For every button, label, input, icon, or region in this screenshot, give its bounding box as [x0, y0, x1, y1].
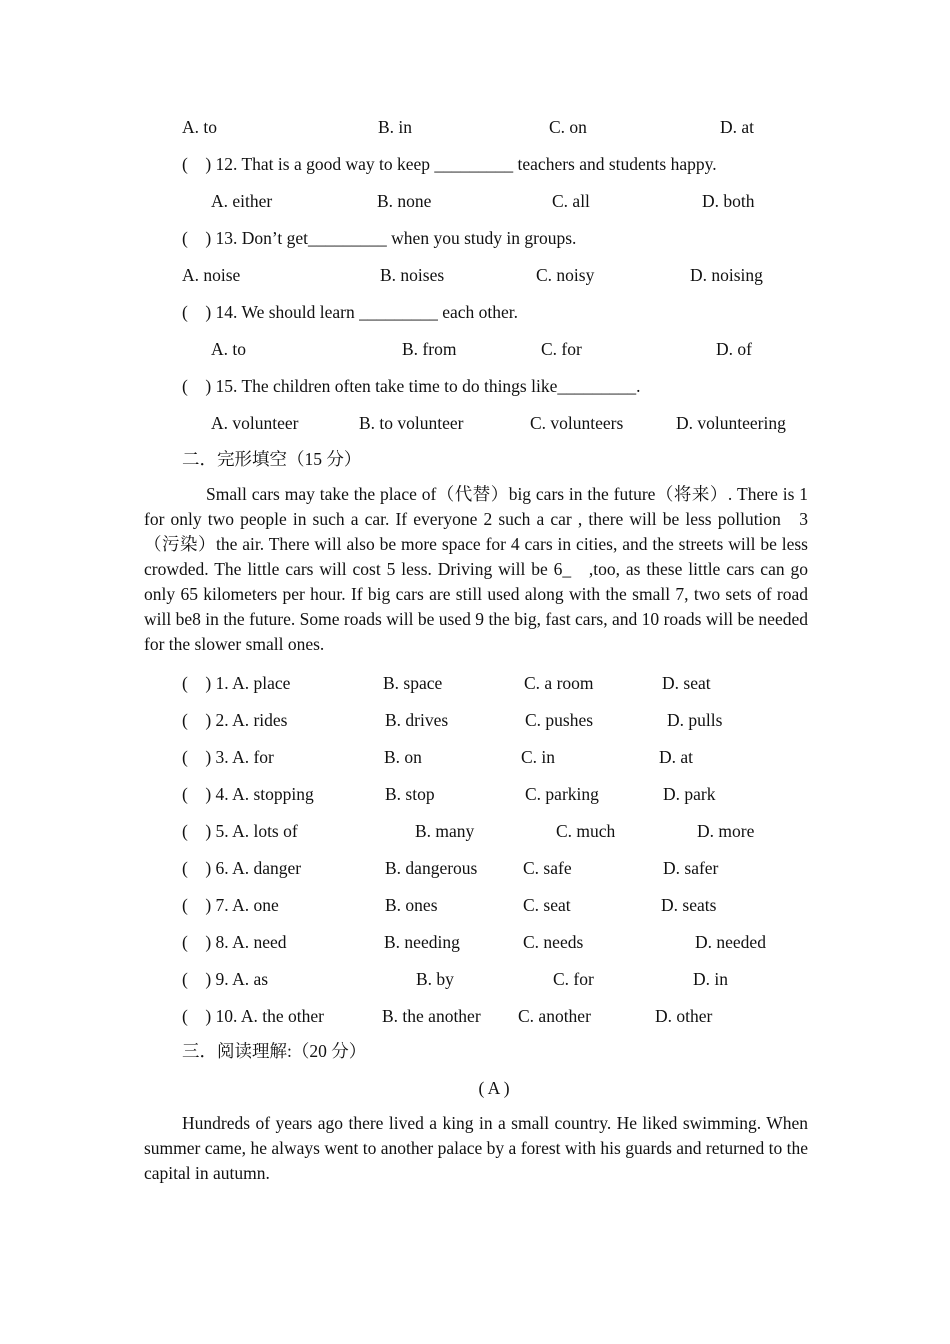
cloze-item-7-stem: ( ) 7. A. one: [182, 895, 279, 915]
section3-passage: Hundreds of years ago there lived a king in a small country. He liked swimming. When summer came, he always went to another palace by a forest with his guards and returned to the capital in autumn.: [144, 1113, 808, 1183]
cloze-item-10-stem: ( ) 10. A. the other: [182, 1006, 324, 1026]
q15-option-a: A. volunteer: [211, 413, 299, 433]
q15-option-d: D. volunteering: [676, 413, 786, 433]
cloze-item-1-option-d: D. seat: [662, 673, 711, 693]
cloze-item-6-option-c: C. safe: [523, 858, 572, 878]
cloze-item-9-stem: ( ) 9. A. as: [182, 969, 269, 989]
cloze-item-6-option-b: B. dangerous: [385, 858, 478, 878]
cloze-item-3-option-c: C. in: [521, 747, 556, 767]
cloze-item-8-option-d: D. needed: [695, 932, 766, 952]
cloze-item-4-option-d: D. park: [663, 784, 716, 804]
cloze-item-2-stem: ( ) 2. A. rides: [182, 710, 288, 730]
q14-stem: ( ) 14. We should learn _________ each other.: [182, 302, 519, 322]
cloze-item-4-stem: ( ) 4. A. stopping: [182, 784, 314, 804]
q13-option-d: D. noising: [690, 265, 763, 285]
cloze-item-7-option-b: B. ones: [385, 895, 438, 915]
section3-heading: 三．阅读理解:（20 分）: [182, 1041, 367, 1061]
cloze-item-3-option-b: B. on: [384, 747, 422, 767]
cloze-item-10-option-b: B. the another: [382, 1006, 481, 1026]
q14-option-c: C. for: [541, 339, 582, 359]
section2-passage: Small cars may take the place of（代替）big cars in the future（将来）. There is 1 for only two people in such a car. If everyone 2 such a car , there will be less pollution 3 （污染）the air. There will also be more space for 4 cars in cities, and the streets will be less crowded. The little cars will cost 5 less. Driving will be 6_ ,too, as these little cars can go only 65 kilometers per hour. If big cars are still used along with the small 7, two sets of road will be8 in the future. Some roads will be used 9 the big, fast cars, and 10 roads will be needed for the slower small ones.: [144, 484, 808, 654]
q13-option-b: B. noises: [380, 265, 445, 285]
cloze-item-5-option-b: B. many: [415, 821, 475, 841]
section2-heading: 二．完形填空（15 分）: [182, 449, 362, 469]
q13-option-a: A. noise: [182, 265, 241, 285]
cloze-item-9-option-c: C. for: [553, 969, 594, 989]
cloze-item-9-option-b: B. by: [416, 969, 454, 989]
cloze-item-3-stem: ( ) 3. A. for: [182, 747, 274, 767]
cloze-item-1-option-b: B. space: [383, 673, 443, 693]
cloze-item-6-option-d: D. safer: [663, 858, 719, 878]
q13-option-c: C. noisy: [536, 265, 595, 285]
q11-option-b: B. in: [378, 117, 413, 137]
cloze-item-8-stem: ( ) 8. A. need: [182, 932, 287, 952]
cloze-item-10-option-c: C. another: [518, 1006, 591, 1026]
cloze-item-7-option-d: D. seats: [661, 895, 717, 915]
cloze-item-5-stem: ( ) 5. A. lots of: [182, 821, 298, 841]
q15-option-c: C. volunteers: [530, 413, 624, 433]
cloze-item-1-option-c: C. a room: [524, 673, 594, 693]
q14-option-b: B. from: [402, 339, 457, 359]
cloze-item-4-option-b: B. stop: [385, 784, 435, 804]
cloze-item-3-option-d: D. at: [659, 747, 694, 767]
cloze-item-5-option-c: C. much: [556, 821, 616, 841]
q11-option-c: C. on: [549, 117, 587, 137]
q15-option-b: B. to volunteer: [359, 413, 464, 433]
cloze-item-6-stem: ( ) 6. A. danger: [182, 858, 302, 878]
cloze-item-7-option-c: C. seat: [523, 895, 571, 915]
cloze-item-2-option-d: D. pulls: [667, 710, 723, 730]
cloze-item-8-option-b: B. needing: [384, 932, 460, 952]
cloze-item-4-option-c: C. parking: [525, 784, 599, 804]
q11-option-d: D. at: [720, 117, 755, 137]
cloze-item-2-option-b: B. drives: [385, 710, 449, 730]
q14-option-d: D. of: [716, 339, 752, 359]
q14-option-a: A. to: [211, 339, 246, 359]
cloze-item-8-option-c: C. needs: [523, 932, 584, 952]
cloze-item-10-option-d: D. other: [655, 1006, 713, 1026]
q15-stem: ( ) 15. The children often take time to do things like_________.: [182, 376, 641, 396]
cloze-item-9-option-d: D. in: [693, 969, 728, 989]
q13-stem: ( ) 13. Don’t get_________ when you study in groups.: [182, 228, 577, 248]
q11-option-a: A. to: [182, 117, 217, 137]
q12-option-a: A. either: [211, 191, 273, 211]
cloze-item-5-option-d: D. more: [697, 821, 755, 841]
cloze-item-1-stem: ( ) 1. A. place: [182, 673, 291, 693]
cloze-item-2-option-c: C. pushes: [525, 710, 594, 730]
q12-option-b: B. none: [377, 191, 432, 211]
q12-option-d: D. both: [702, 191, 755, 211]
q12-option-c: C. all: [552, 191, 590, 211]
q12-stem: ( ) 12. That is a good way to keep _________ teachers and students happy.: [182, 154, 717, 174]
section3-subheading: ( A ): [478, 1078, 510, 1098]
